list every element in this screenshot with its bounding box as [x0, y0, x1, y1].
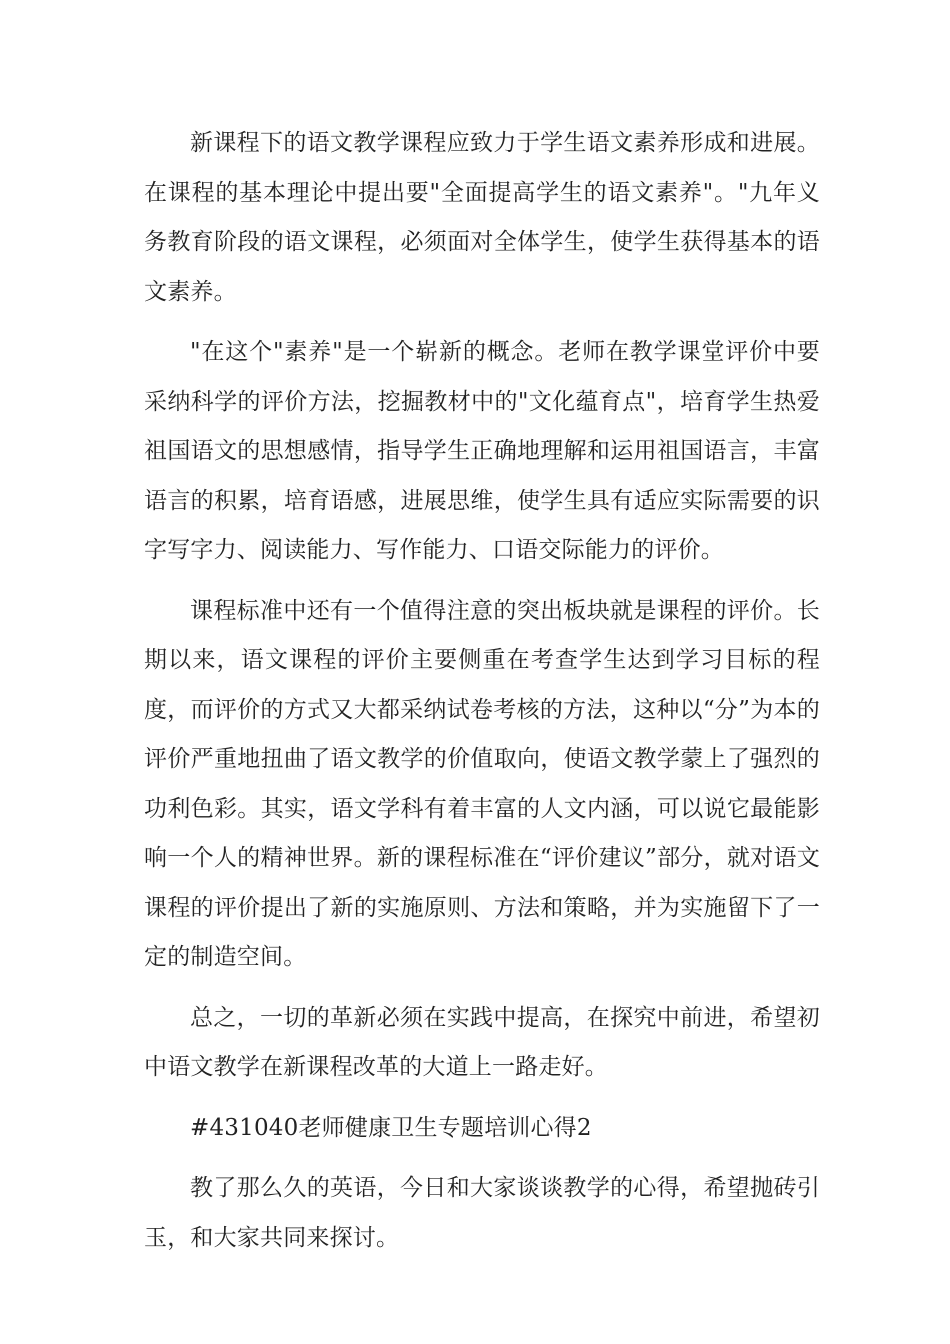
paragraph-2: "在这个"素养"是一个崭新的概念。老师在教学课堂评价中要采纳科学的评价方法，挖掘教材中的"文化蕴育点"，培育学生热爱祖国语文的思想感情，指导学生正确地理解和运用祖国语言，丰富语言的积累，培育语感，进展思维，使学生具有适应实际需要的识字写字力、阅读能力、写作能力、口语交际能力的评价。: [144, 339, 820, 563]
paragraph-4: 总之，一切的革新必须在实践中提高，在探究中前进，希望初中语文教学在新课程改革的大道上一路走好。: [144, 1004, 820, 1080]
section-heading: #431040老师健康卫生专题培训心得2: [190, 1114, 592, 1141]
paragraph-3: 课程标准中还有一个值得注意的突出板块就是课程的评价。长期以来，语文课程的评价主要侧重在考查学生达到学习目标的程度，而评价的方式又大都采纳试卷考核的方法，这种以“分”为本的评价严重地扭曲了语文教学的价值取向，使语文教学蒙上了强烈的功利色彩。其实，语文学科有着丰富的人文内涵，可以说它最能影响一个人的精神世界。新的课程标准在“评价建议”部分，就对语文课程的评价提出了新的实施原则、方法和策略，并为实施留下了一定的制造空间。: [144, 597, 820, 970]
paragraph-5: 教了那么久的英语，今日和大家谈谈教学的心得，希望抛砖引玉，和大家共同来探讨。: [144, 1175, 820, 1251]
paragraph-1: 新课程下的语文教学课程应致力于学生语文素养形成和进展。在课程的基本理论中提出要"全面提高学生的语文素养"。"九年义务教育阶段的语文课程，必须面对全体学生，使学生获得基本的语文素养。: [144, 130, 820, 305]
